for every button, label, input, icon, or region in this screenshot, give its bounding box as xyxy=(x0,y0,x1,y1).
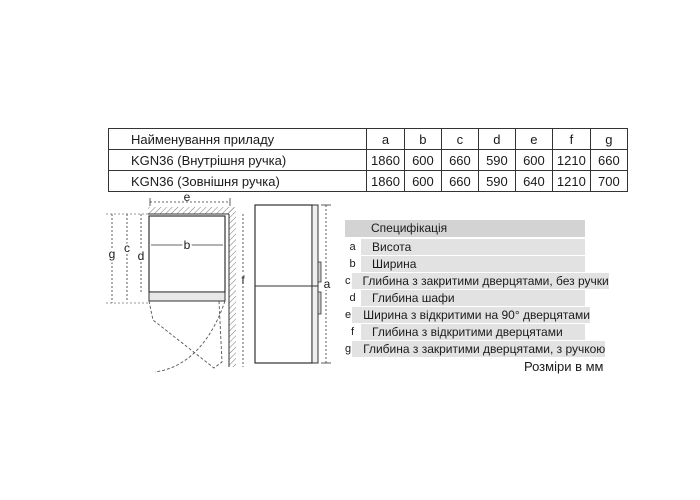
header-a: a xyxy=(367,129,405,150)
label-g: g xyxy=(108,247,116,261)
side-view xyxy=(255,205,331,363)
door-strip xyxy=(312,205,318,363)
header-e: e xyxy=(515,129,552,150)
spec-letter: f xyxy=(350,326,355,338)
header-device-name: Найменування приладу xyxy=(109,129,367,150)
spec-row xyxy=(345,341,606,357)
appliance-body-side-view xyxy=(255,205,312,363)
spec-row xyxy=(345,307,590,323)
table-cell: 660 xyxy=(590,150,627,171)
spec-text: Ширина з відкритими на 90° дверцятами xyxy=(352,307,590,323)
table-cell: 600 xyxy=(404,150,441,171)
table-cell: 640 xyxy=(515,171,552,192)
spec-text: Глибина з відкритими дверцятами xyxy=(361,324,585,340)
spec-row xyxy=(345,324,585,340)
wall-hatch-side xyxy=(229,207,236,367)
header-b: b xyxy=(404,129,441,150)
spec-row xyxy=(345,256,585,272)
table-cell: 600 xyxy=(515,150,552,171)
spec-letter: a xyxy=(349,241,356,253)
table-cell: 660 xyxy=(441,171,478,192)
top-view xyxy=(106,190,245,372)
spec-text: Глибина шафи xyxy=(361,290,585,306)
spec-letter: d xyxy=(349,292,356,304)
appliance-body-top-view xyxy=(149,216,225,292)
row-device-name: KGN36 (Зовнішня ручка) xyxy=(109,171,367,192)
table-cell: 1860 xyxy=(367,171,405,192)
spec-text: Глибина з закритими дверцятами, з ручкою xyxy=(352,341,605,357)
table-cell: 1210 xyxy=(552,171,590,192)
table-cell: 660 xyxy=(441,150,478,171)
units-note: Розміри в мм xyxy=(524,359,604,374)
wall-hatch-top xyxy=(148,207,234,214)
label-e: e xyxy=(183,190,191,204)
specification-legend xyxy=(345,220,609,358)
spec-title: Специфікація xyxy=(345,220,585,237)
spec-text: Глибина з закритими дверцятами, без ручки xyxy=(352,273,609,289)
table-cell: 1860 xyxy=(367,150,405,171)
door-open-outline xyxy=(149,301,222,368)
label-d: d xyxy=(137,249,145,263)
header-g: g xyxy=(590,129,627,150)
spec-row xyxy=(345,273,609,289)
lower-handle xyxy=(318,292,321,314)
label-c: c xyxy=(124,241,130,255)
spec-letter: g xyxy=(345,343,352,355)
spec-letter: b xyxy=(349,258,356,270)
spec-text: Висота xyxy=(361,239,585,255)
table-cell: 590 xyxy=(478,171,515,192)
door-closed xyxy=(149,292,225,301)
spec-letter: e xyxy=(345,309,352,321)
label-f: f xyxy=(241,273,245,287)
header-c: c xyxy=(441,129,478,150)
spec-letter: c xyxy=(345,275,351,287)
upper-handle xyxy=(318,262,321,282)
spec-text: Ширина xyxy=(361,256,585,272)
spec-row xyxy=(345,239,585,255)
label-b: b xyxy=(183,238,191,252)
table-cell: 590 xyxy=(478,150,515,171)
header-f: f xyxy=(552,129,590,150)
spec-row xyxy=(345,290,585,306)
label-a: a xyxy=(323,277,331,291)
table-cell: 600 xyxy=(404,171,441,192)
header-d: d xyxy=(478,129,515,150)
table-cell: 700 xyxy=(590,171,627,192)
row-device-name: KGN36 (Внутрішня ручка) xyxy=(109,150,367,171)
door-swing-arc xyxy=(155,301,225,372)
table-cell: 1210 xyxy=(552,150,590,171)
